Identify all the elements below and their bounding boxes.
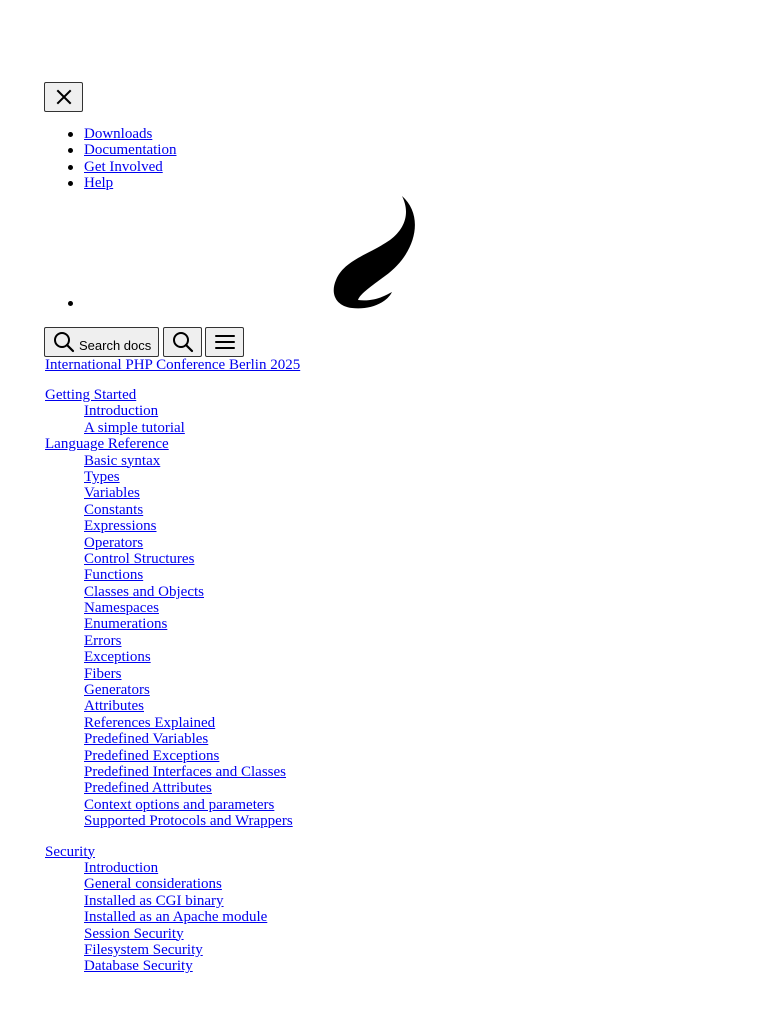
list-item xyxy=(84,551,745,567)
php-logo-link[interactable] xyxy=(330,194,420,312)
list-bullet xyxy=(68,301,73,306)
section-link-getting-started[interactable]: Getting Started xyxy=(45,387,137,403)
search-docs-label: Search docs xyxy=(79,337,152,353)
nav-link[interactable]: Filesystem Security xyxy=(84,941,203,958)
nav-link[interactable]: Context options and parameters xyxy=(84,796,275,813)
list-item xyxy=(84,666,745,682)
list-item xyxy=(84,616,745,632)
nav-link[interactable]: Exceptions xyxy=(84,649,151,666)
list-item xyxy=(84,518,745,534)
nav-link[interactable]: Types xyxy=(84,468,120,485)
top-nav-item-help xyxy=(0,175,176,191)
logo-list-item xyxy=(0,194,768,312)
top-nav-item-documentation xyxy=(0,142,176,158)
nav-link[interactable]: Control Structures xyxy=(84,550,195,567)
nav-link[interactable]: Errors xyxy=(84,632,122,649)
conference-link[interactable]: International PHP Conference Berlin 2025 xyxy=(45,357,301,373)
nav-link[interactable]: Introduction xyxy=(84,859,159,876)
nav-link[interactable]: Installed as CGI binary xyxy=(84,892,224,909)
nav-section-security xyxy=(45,844,745,975)
nav-section-getting-started xyxy=(45,387,745,436)
nav-link[interactable]: General considerations xyxy=(84,876,222,893)
nav-link[interactable]: Expressions xyxy=(84,518,157,535)
list-item xyxy=(84,813,745,829)
section-link-security[interactable]: Security xyxy=(45,843,95,860)
list-item xyxy=(84,698,745,714)
nav-link[interactable]: Variables xyxy=(84,485,140,502)
search-docs-button[interactable] xyxy=(44,327,159,357)
documentation-nav xyxy=(45,387,745,975)
list-item xyxy=(84,485,745,501)
close-menu-button[interactable] xyxy=(44,82,83,112)
nav-link[interactable]: Functions xyxy=(84,567,144,584)
menu-icon xyxy=(215,334,235,350)
nav-link[interactable]: Constants xyxy=(84,501,144,518)
nav-link[interactable]: Enumerations xyxy=(84,616,168,633)
list-item xyxy=(84,453,745,469)
nav-link[interactable]: Generators xyxy=(84,682,150,699)
nav-link[interactable]: Supported Protocols and Wrappers xyxy=(84,813,293,830)
list-item xyxy=(84,926,745,942)
list-item xyxy=(84,764,745,780)
list-item xyxy=(84,567,745,583)
nav-link[interactable]: References Explained xyxy=(84,714,216,731)
section-link-language-reference[interactable]: Language Reference xyxy=(45,436,169,453)
php-logo-icon xyxy=(330,194,420,312)
sub-list xyxy=(45,453,745,830)
help-link[interactable]: Help xyxy=(84,175,114,192)
nav-link[interactable]: Predefined Exceptions xyxy=(84,747,220,764)
list-item xyxy=(84,403,745,419)
list-item xyxy=(84,649,745,665)
list-item xyxy=(84,420,745,436)
nav-link[interactable]: Classes and Objects xyxy=(84,583,204,600)
nav-link[interactable]: A simple tutorial xyxy=(84,419,185,436)
menu-button[interactable] xyxy=(205,327,244,357)
list-item xyxy=(84,893,745,909)
nav-link[interactable]: Fibers xyxy=(84,665,122,682)
list-item xyxy=(84,748,745,764)
top-nav-item-downloads xyxy=(0,126,176,142)
list-item xyxy=(84,876,745,892)
list-item xyxy=(84,682,745,698)
search-button[interactable] xyxy=(163,327,202,357)
downloads-link[interactable]: Downloads xyxy=(84,126,153,142)
nav-link[interactable]: Namespaces xyxy=(84,600,159,617)
list-item xyxy=(84,469,745,485)
documentation-link[interactable]: Documentation xyxy=(84,142,177,159)
nav-link[interactable]: Database Security xyxy=(84,958,193,975)
nav-link[interactable]: Installed as an Apache module xyxy=(84,909,268,926)
nav-section-language-reference xyxy=(45,436,745,829)
close-icon xyxy=(56,89,72,105)
nav-link[interactable]: Attributes xyxy=(84,698,144,715)
list-item xyxy=(84,958,745,974)
nav-link[interactable]: Predefined Variables xyxy=(84,731,209,748)
list-item xyxy=(84,860,745,876)
nav-link[interactable]: Introduction xyxy=(84,403,159,420)
list-item xyxy=(84,584,745,600)
list-item xyxy=(84,780,745,796)
list-item xyxy=(84,731,745,747)
nav-link[interactable]: Operators xyxy=(84,534,144,551)
nav-link[interactable]: Predefined Attributes xyxy=(84,780,212,797)
list-item xyxy=(84,502,745,518)
list-item xyxy=(84,600,745,616)
list-item xyxy=(84,942,745,958)
list-item xyxy=(84,715,745,731)
top-nav xyxy=(0,126,176,192)
list-item xyxy=(84,535,745,551)
get-involved-link[interactable]: Get Involved xyxy=(84,158,163,175)
sub-list xyxy=(45,403,745,436)
list-item xyxy=(84,909,745,925)
list-item xyxy=(84,633,745,649)
nav-link[interactable]: Session Security xyxy=(84,925,184,942)
sub-list xyxy=(45,860,745,975)
search-icon xyxy=(172,331,194,353)
top-nav-item-get-involved xyxy=(0,159,176,175)
search-icon xyxy=(53,331,75,353)
nav-link[interactable]: Basic syntax xyxy=(84,452,161,469)
nav-link[interactable]: Predefined Interfaces and Classes xyxy=(84,763,287,780)
list-item xyxy=(84,797,745,813)
